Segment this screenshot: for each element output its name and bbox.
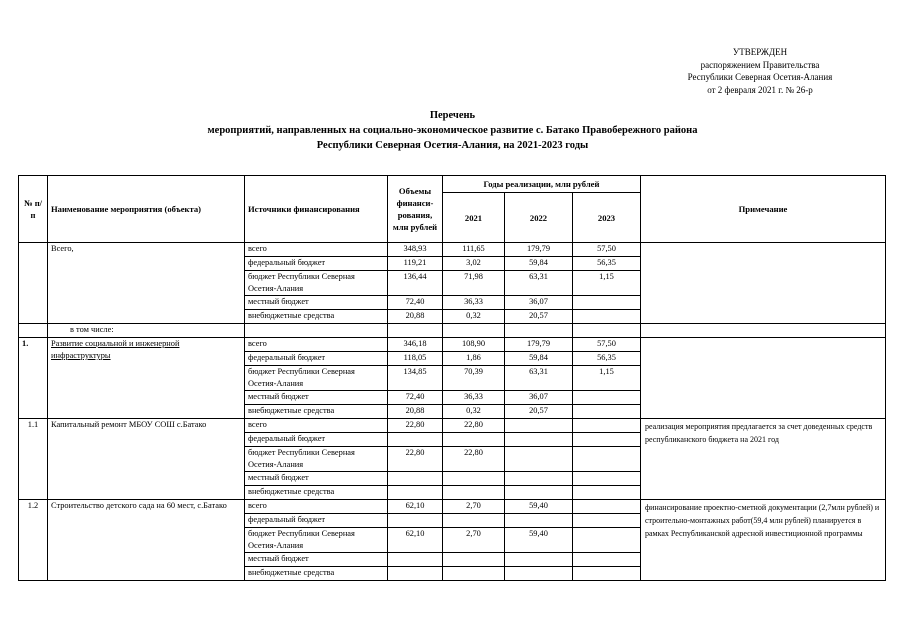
row-name: Строительство детского сада на 60 мест, с.Батако xyxy=(48,500,245,581)
cell-note: реализация мероприятия предлагается за счет доведенных средств республиканского бюджета на 2021 год xyxy=(641,419,886,500)
cell-volume: 72,40 xyxy=(388,296,443,310)
approval-line-3: Республики Северная Осетия-Алания xyxy=(687,72,833,82)
header-year-2022: 2022 xyxy=(505,193,573,243)
cell-2021: 2,70 xyxy=(443,500,505,514)
cell-volume: 20,88 xyxy=(388,405,443,419)
cell-2022: 20,57 xyxy=(505,310,573,324)
cell-2023: 57,50 xyxy=(573,243,641,257)
cell-volume xyxy=(388,433,443,447)
cell-2022 xyxy=(505,514,573,528)
cell-2021 xyxy=(443,567,505,581)
cell-2021 xyxy=(443,324,505,338)
cell-2022: 20,57 xyxy=(505,405,573,419)
cell-2021 xyxy=(443,514,505,528)
cell-2023: 56,35 xyxy=(573,257,641,271)
row-num: 1.1 xyxy=(19,419,48,500)
cell-2021: 22,80 xyxy=(443,419,505,433)
approval-stamp xyxy=(660,46,860,96)
cell-2023 xyxy=(573,486,641,500)
cell-volume: 20,88 xyxy=(388,310,443,324)
table-row xyxy=(19,419,886,433)
cell-2021: 108,90 xyxy=(443,338,505,352)
title-line-1: Перечень xyxy=(429,110,476,121)
row-name: Развитие социальной и инженерной инфраструктуры xyxy=(48,338,245,419)
approval-line-4: от 2 февраля 2021 г. № 26-р xyxy=(707,84,813,95)
cell-2022: 59,40 xyxy=(505,500,573,514)
cell-2023 xyxy=(573,514,641,528)
cell-2023 xyxy=(573,553,641,567)
cell-volume: 348,93 xyxy=(388,243,443,257)
cell-note xyxy=(641,338,886,419)
cell-source: всего xyxy=(245,338,388,352)
cell-source xyxy=(245,324,388,338)
cell-source: федеральный бюджет xyxy=(245,352,388,366)
cell-2023 xyxy=(573,296,641,310)
cell-2023 xyxy=(573,528,641,553)
row-num xyxy=(19,324,48,338)
cell-2023 xyxy=(573,419,641,433)
row-num xyxy=(19,243,48,324)
cell-2021: 70,39 xyxy=(443,366,505,391)
measures-table xyxy=(18,175,886,581)
table-row xyxy=(19,338,886,352)
cell-volume: 72,40 xyxy=(388,391,443,405)
cell-2021: 111,65 xyxy=(443,243,505,257)
cell-2023 xyxy=(573,433,641,447)
cell-source: местный бюджет xyxy=(245,391,388,405)
cell-2021: 0,32 xyxy=(443,310,505,324)
table-row xyxy=(19,243,886,257)
cell-volume: 62,10 xyxy=(388,528,443,553)
cell-2022 xyxy=(505,472,573,486)
cell-2021: 0,32 xyxy=(443,405,505,419)
cell-2022: 63,31 xyxy=(505,366,573,391)
cell-2021: 71,98 xyxy=(443,271,505,296)
title-line-3: Республики Северная Осетия-Алания, на 2021-2023 годы xyxy=(316,140,589,151)
cell-2022 xyxy=(505,324,573,338)
cell-note: финансирование проектно-сметной документации (2,7млн рублей) и строительно-монтажных работ(59,4 млн рублей) планируется в рамках Республиканской адресной инвестиционной программы xyxy=(641,500,886,581)
document-title xyxy=(0,108,905,153)
cell-2023 xyxy=(573,405,641,419)
cell-2023 xyxy=(573,391,641,405)
cell-volume xyxy=(388,514,443,528)
header-volume: Объемы финанси-рования, млн рублей xyxy=(388,176,443,243)
cell-volume xyxy=(388,472,443,486)
cell-source: бюджет Республики Северная Осетия-Алания xyxy=(245,366,388,391)
cell-2022 xyxy=(505,447,573,472)
cell-note xyxy=(641,324,886,338)
cell-2021: 3,02 xyxy=(443,257,505,271)
including-label: в том числе: xyxy=(48,324,245,338)
cell-2022 xyxy=(505,486,573,500)
cell-volume: 119,21 xyxy=(388,257,443,271)
cell-source: бюджет Республики Северная Осетия-Алания xyxy=(245,528,388,553)
cell-2022: 63,31 xyxy=(505,271,573,296)
approval-line-1: УТВЕРЖДЕН xyxy=(732,47,788,57)
cell-source: федеральный бюджет xyxy=(245,257,388,271)
cell-2021 xyxy=(443,472,505,486)
cell-2022 xyxy=(505,553,573,567)
cell-volume: 118,05 xyxy=(388,352,443,366)
cell-2021 xyxy=(443,553,505,567)
cell-source: всего xyxy=(245,500,388,514)
cell-2021 xyxy=(443,433,505,447)
row-name: Всего, xyxy=(48,243,245,324)
cell-source: внебюджетные средства xyxy=(245,567,388,581)
cell-source: федеральный бюджет xyxy=(245,433,388,447)
cell-2023: 1,15 xyxy=(573,271,641,296)
cell-2021: 22,80 xyxy=(443,447,505,472)
cell-source: внебюджетные средства xyxy=(245,310,388,324)
cell-source: всего xyxy=(245,243,388,257)
header-years-group: Годы реализации, млн рублей xyxy=(443,176,641,193)
cell-note xyxy=(641,243,886,324)
header-note: Примечание xyxy=(641,176,886,243)
cell-volume xyxy=(388,486,443,500)
cell-source: всего xyxy=(245,419,388,433)
row-num: 1.2 xyxy=(19,500,48,581)
cell-2022: 179,79 xyxy=(505,243,573,257)
cell-volume xyxy=(388,324,443,338)
cell-2022: 59,84 xyxy=(505,352,573,366)
cell-volume: 22,80 xyxy=(388,447,443,472)
cell-2021: 36,33 xyxy=(443,391,505,405)
cell-2023 xyxy=(573,567,641,581)
cell-2022 xyxy=(505,567,573,581)
cell-2023: 1,15 xyxy=(573,366,641,391)
cell-2023 xyxy=(573,310,641,324)
cell-source: бюджет Республики Северная Осетия-Алания xyxy=(245,271,388,296)
cell-source: бюджет Республики Северная Осетия-Алания xyxy=(245,447,388,472)
cell-source: местный бюджет xyxy=(245,296,388,310)
cell-2022: 36,07 xyxy=(505,391,573,405)
cell-2023: 57,50 xyxy=(573,338,641,352)
cell-2023 xyxy=(573,472,641,486)
cell-source: внебюджетные средства xyxy=(245,486,388,500)
cell-2022 xyxy=(505,433,573,447)
cell-source: внебюджетные средства xyxy=(245,405,388,419)
cell-2021: 1,86 xyxy=(443,352,505,366)
cell-volume: 134,85 xyxy=(388,366,443,391)
cell-2022: 179,79 xyxy=(505,338,573,352)
row-name: Капитальный ремонт МБОУ СОШ с.Батако xyxy=(48,419,245,500)
cell-2022: 59,84 xyxy=(505,257,573,271)
cell-volume: 22,80 xyxy=(388,419,443,433)
cell-2022 xyxy=(505,419,573,433)
cell-source: федеральный бюджет xyxy=(245,514,388,528)
cell-2021: 2,70 xyxy=(443,528,505,553)
cell-2023: 56,35 xyxy=(573,352,641,366)
cell-2023 xyxy=(573,500,641,514)
cell-volume xyxy=(388,553,443,567)
table-row-including xyxy=(19,324,886,338)
cell-2021: 36,33 xyxy=(443,296,505,310)
cell-2022: 59,40 xyxy=(505,528,573,553)
header-num: № п/п xyxy=(19,176,48,243)
header-source: Источники финансирования xyxy=(245,176,388,243)
cell-volume: 346,18 xyxy=(388,338,443,352)
cell-volume: 136,44 xyxy=(388,271,443,296)
header-name: Наименование мероприятия (объекта) xyxy=(48,176,245,243)
title-line-2: мероприятий, направленных на социально-экономическое развитие с. Батако Правобережного района xyxy=(207,125,698,136)
cell-2021 xyxy=(443,486,505,500)
cell-2022: 36,07 xyxy=(505,296,573,310)
row-num: 1. xyxy=(19,338,48,419)
approval-line-2: распоряжением Правительства xyxy=(700,59,820,70)
cell-2023 xyxy=(573,324,641,338)
cell-volume xyxy=(388,567,443,581)
header-year-2023: 2023 xyxy=(573,193,641,243)
cell-source: местный бюджет xyxy=(245,472,388,486)
header-row xyxy=(19,176,886,193)
table-row xyxy=(19,500,886,514)
cell-2023 xyxy=(573,447,641,472)
cell-source: местный бюджет xyxy=(245,553,388,567)
cell-volume: 62,10 xyxy=(388,500,443,514)
header-year-2021: 2021 xyxy=(443,193,505,243)
